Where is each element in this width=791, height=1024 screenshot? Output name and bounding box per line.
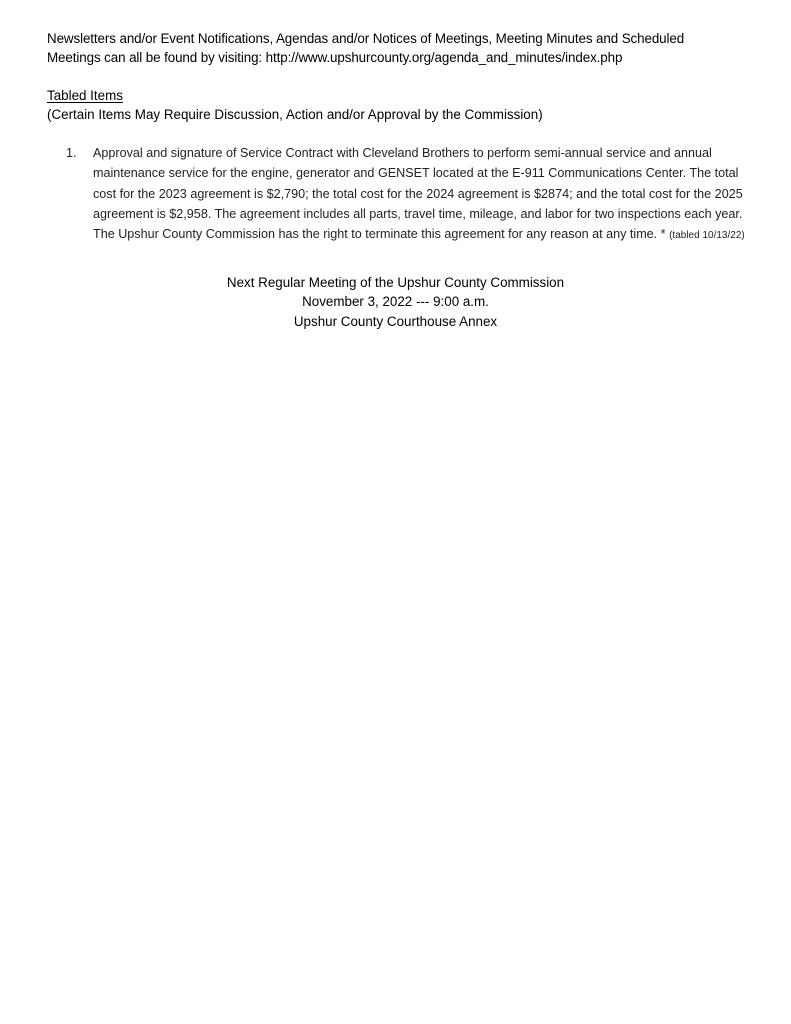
tabled-items-heading: Tabled Items [47, 88, 123, 103]
item-number: 1. [66, 146, 77, 160]
tabled-items-list [66, 143, 756, 246]
next-meeting-location: Upshur County Courthouse Annex [293, 313, 498, 329]
intro-line-1: Newsletters and/or Event Notifications, Agendas and/or Notices of Meetings, Meeting Minutes and Scheduled [47, 31, 685, 46]
next-meeting-datetime: November 3, 2022 --- 9:00 a.m. [302, 294, 489, 310]
intro-paragraph [47, 29, 757, 67]
item-text: Approval and signature of Service Contract with Cleveland Brothers to perform semi-annual service and annual maintenance service for the engine, generator and GENSET located at the E-911 Communications Center. The total cost for the 2023 agreement is $2,790; the total cost for the 2024 agreement is $2874; and the total cost for the 2025 agreement is $2,958. The agreement includes all parts, travel time, mileage, and labor for two inspections each year. The Upshur County Commission has the right to terminate this agreement for any reason at any time. * [93, 146, 743, 242]
list-item [66, 143, 756, 246]
item-tabled-note: (tabled 10/13/22) [669, 230, 745, 242]
tabled-items-subheading: (Certain Items May Require Discussion, Action and/or Approval by the Commission) [47, 107, 543, 122]
intro-line-2: Meetings can all be found by visiting: http://www.upshurcounty.org/agenda_and_minutes/index.php [47, 50, 623, 65]
next-meeting-title: Next Regular Meeting of the Upshur County Commission [226, 275, 565, 290]
next-meeting-block [0, 273, 791, 331]
